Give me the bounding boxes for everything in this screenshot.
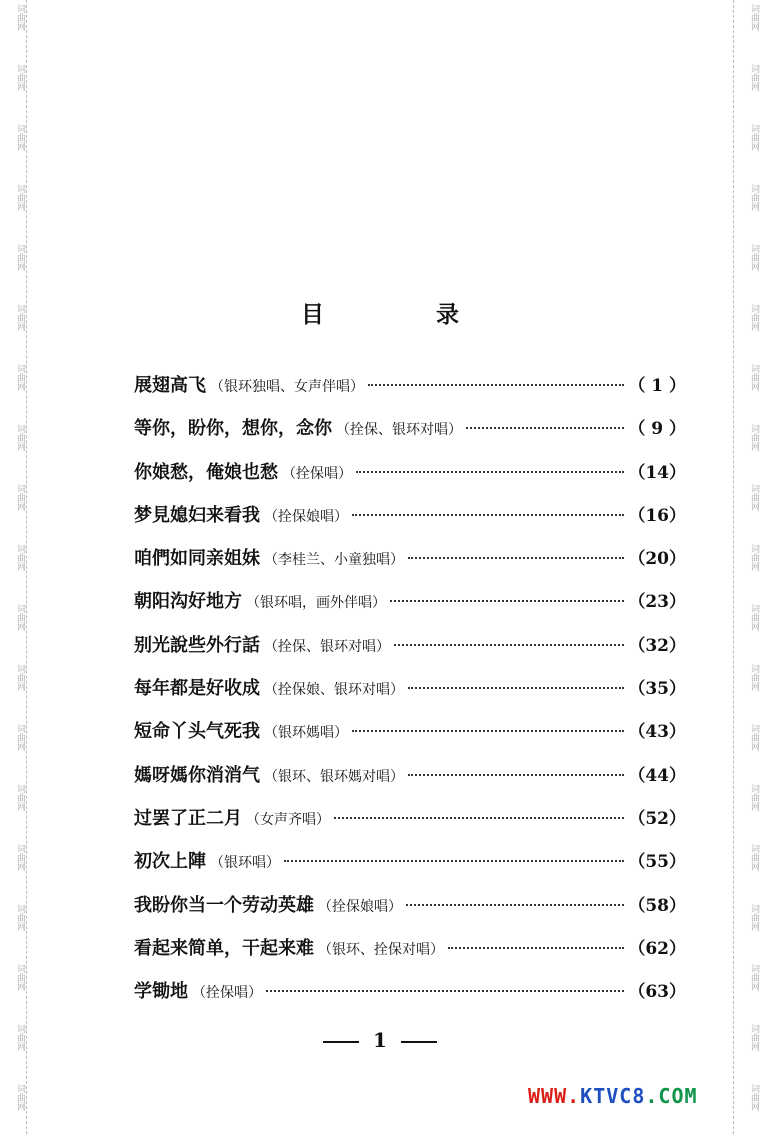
toc-leader-dots bbox=[408, 687, 624, 689]
toc-entry bbox=[134, 544, 686, 587]
toc-entry-title: 短命丫头气死我 bbox=[134, 721, 260, 743]
watermark-text: 词曲网 bbox=[749, 1084, 759, 1111]
watermark-text: 词曲网 bbox=[749, 1024, 759, 1051]
watermark-text: 词曲网 bbox=[749, 244, 759, 271]
toc-entry bbox=[134, 977, 686, 1020]
toc-entry-title: 每年都是好收成 bbox=[134, 678, 260, 700]
toc-entry bbox=[134, 761, 686, 804]
toc-entry-performers: （拴保、银环对唱） bbox=[336, 422, 462, 439]
watermark-text: 词曲网 bbox=[749, 304, 759, 331]
toc-leader-dots bbox=[266, 990, 624, 992]
toc-entry-title: 过罢了正二月 bbox=[134, 807, 242, 829]
site-part-www: WWW. bbox=[528, 1084, 581, 1108]
toc-entry bbox=[134, 631, 686, 674]
watermark-text: 词曲网 bbox=[749, 4, 759, 31]
watermark-text: 词曲网 bbox=[15, 424, 25, 451]
toc-leader-dots bbox=[448, 947, 624, 949]
watermark-text: 词曲网 bbox=[15, 544, 25, 571]
watermark-text: 词曲网 bbox=[749, 964, 759, 991]
watermark-text: 词曲网 bbox=[749, 64, 759, 91]
toc-entry-performers: （银环媽唱） bbox=[264, 725, 348, 742]
watermark-text: 词曲网 bbox=[15, 664, 25, 691]
watermark-text: 词曲网 bbox=[749, 544, 759, 571]
page-title: 目 录 bbox=[300, 301, 511, 328]
toc-entry-page: （35） bbox=[628, 679, 686, 700]
toc-leader-dots bbox=[406, 904, 624, 906]
toc-entry-page: （52） bbox=[628, 808, 686, 829]
toc-entry-performers: （银环、银环媽对唱） bbox=[264, 768, 404, 785]
site-watermark bbox=[528, 1084, 698, 1108]
watermark-text: 词曲网 bbox=[15, 4, 25, 31]
watermark-text: 词曲网 bbox=[749, 904, 759, 931]
toc-leader-dots bbox=[284, 860, 624, 862]
toc-entry-page: （43） bbox=[628, 722, 686, 743]
watermark-text: 词曲网 bbox=[749, 784, 759, 811]
toc-entry bbox=[134, 587, 686, 630]
toc-entry-performers: （拴保唱） bbox=[192, 985, 262, 1002]
watermark-text: 词曲网 bbox=[749, 724, 759, 751]
toc-leader-dots bbox=[334, 817, 624, 819]
site-part-name: KTVC8 bbox=[580, 1084, 646, 1108]
toc-entry-performers: （银环唱） bbox=[210, 855, 280, 872]
toc-entry-title: 看起来简单，干起来难 bbox=[134, 937, 314, 959]
watermark-text: 词曲网 bbox=[15, 964, 25, 991]
toc-leader-dots bbox=[352, 730, 624, 732]
watermark-text: 词曲网 bbox=[15, 184, 25, 211]
toc-leader-dots bbox=[408, 557, 624, 559]
watermark-text: 词曲网 bbox=[749, 124, 759, 151]
watermark-text: 词曲网 bbox=[15, 724, 25, 751]
toc-leader-dots bbox=[466, 427, 624, 429]
toc-entry-title: 学锄地 bbox=[134, 981, 188, 1003]
watermark-text: 词曲网 bbox=[15, 844, 25, 871]
toc-entry-page: （23） bbox=[628, 592, 686, 613]
toc-entry-title: 朝阳沟好地方 bbox=[134, 591, 242, 613]
toc-entry-title: 等你，盼你，想你，念你 bbox=[134, 418, 332, 440]
watermark-text: 词曲网 bbox=[15, 304, 25, 331]
toc-entry bbox=[134, 414, 686, 457]
watermark-text: 词曲网 bbox=[749, 184, 759, 211]
table-of-contents bbox=[134, 371, 686, 1020]
toc-entry-title: 你娘愁，俺娘也愁 bbox=[134, 461, 278, 483]
watermark-text: 词曲网 bbox=[749, 664, 759, 691]
watermark-text: 词曲网 bbox=[15, 364, 25, 391]
watermark-text: 词曲网 bbox=[15, 484, 25, 511]
watermark-text: 词曲网 bbox=[749, 484, 759, 511]
toc-entry-title: 别光說些外行話 bbox=[134, 634, 260, 656]
toc-entry bbox=[134, 501, 686, 544]
watermark-text: 词曲网 bbox=[749, 844, 759, 871]
toc-entry-title: 我盼你当一个劳动英雄 bbox=[134, 894, 314, 916]
toc-entry-page: （62） bbox=[628, 938, 686, 959]
toc-entry bbox=[134, 674, 686, 717]
watermark-text: 词曲网 bbox=[15, 64, 25, 91]
toc-entry-title: 媽呀媽你消消气 bbox=[134, 764, 260, 786]
watermark-text: 词曲网 bbox=[15, 124, 25, 151]
toc-entry bbox=[134, 371, 686, 414]
toc-entry-page: （16） bbox=[628, 505, 686, 526]
toc-entry bbox=[134, 458, 686, 501]
toc-entry-title: 梦見媳妇来看我 bbox=[134, 504, 260, 526]
toc-entry-title: 初次上陣 bbox=[134, 851, 206, 873]
toc-entry-performers: （拴保娘、银环对唱） bbox=[264, 682, 404, 699]
page-number-dash-left bbox=[323, 1041, 359, 1043]
toc-leader-dots bbox=[390, 600, 624, 602]
toc-leader-dots bbox=[408, 774, 624, 776]
toc-entry bbox=[134, 847, 686, 890]
toc-entry-performers: （银环独唱、女声伴唱） bbox=[210, 379, 364, 395]
toc-entry-performers: （拴保、银环对唱） bbox=[264, 638, 390, 655]
watermark-text: 词曲网 bbox=[15, 1084, 25, 1111]
toc-entry-title: 咱們如同亲姐妹 bbox=[134, 548, 260, 570]
toc-entry-page: （58） bbox=[628, 895, 686, 916]
watermark-text: 词曲网 bbox=[749, 604, 759, 631]
watermark-text: 词曲网 bbox=[749, 424, 759, 451]
toc-entry-title: 展翅高飞 bbox=[134, 375, 206, 396]
toc-entry-page: （ 1 ） bbox=[628, 376, 686, 396]
watermark-text: 词曲网 bbox=[15, 904, 25, 931]
toc-entry bbox=[134, 717, 686, 760]
toc-entry bbox=[134, 891, 686, 934]
toc-entry-page: （63） bbox=[628, 982, 686, 1003]
toc-entry-performers: （拴保唱） bbox=[282, 465, 352, 482]
toc-leader-dots bbox=[356, 471, 624, 473]
page-number bbox=[0, 1028, 760, 1052]
toc-entry-page: （14） bbox=[628, 462, 686, 483]
watermark-text: 词曲网 bbox=[15, 604, 25, 631]
toc-leader-dots bbox=[394, 644, 624, 646]
toc-entry-performers: （拴保娘唱） bbox=[318, 898, 402, 915]
site-part-com: .COM bbox=[645, 1084, 698, 1108]
toc-entry-page: （32） bbox=[628, 635, 686, 656]
watermark-text: 词曲网 bbox=[749, 364, 759, 391]
toc-entry-performers: （女声齐唱） bbox=[246, 811, 330, 828]
toc-entry-performers: （银环唱，画外伴唱） bbox=[246, 595, 386, 612]
page-number-value: 1 bbox=[373, 1028, 387, 1052]
toc-leader-dots bbox=[368, 384, 624, 386]
page-number-dash-right bbox=[401, 1041, 437, 1043]
toc-entry-performers: （李桂兰、小童独唱） bbox=[264, 552, 404, 569]
toc-entry bbox=[134, 934, 686, 977]
toc-entry-page: （55） bbox=[628, 852, 686, 873]
toc-entry-page: （ 9 ） bbox=[628, 419, 686, 440]
toc-entry-page: （44） bbox=[628, 765, 686, 786]
watermark-text: 词曲网 bbox=[15, 1024, 25, 1051]
toc-entry-performers: （银环、拴保对唱） bbox=[318, 941, 444, 958]
watermark-text: 词曲网 bbox=[15, 784, 25, 811]
toc-leader-dots bbox=[352, 514, 624, 516]
toc-entry bbox=[134, 804, 686, 847]
toc-entry-page: （20） bbox=[628, 549, 686, 570]
toc-entry-performers: （拴保娘唱） bbox=[264, 508, 348, 525]
watermark-text: 词曲网 bbox=[15, 244, 25, 271]
